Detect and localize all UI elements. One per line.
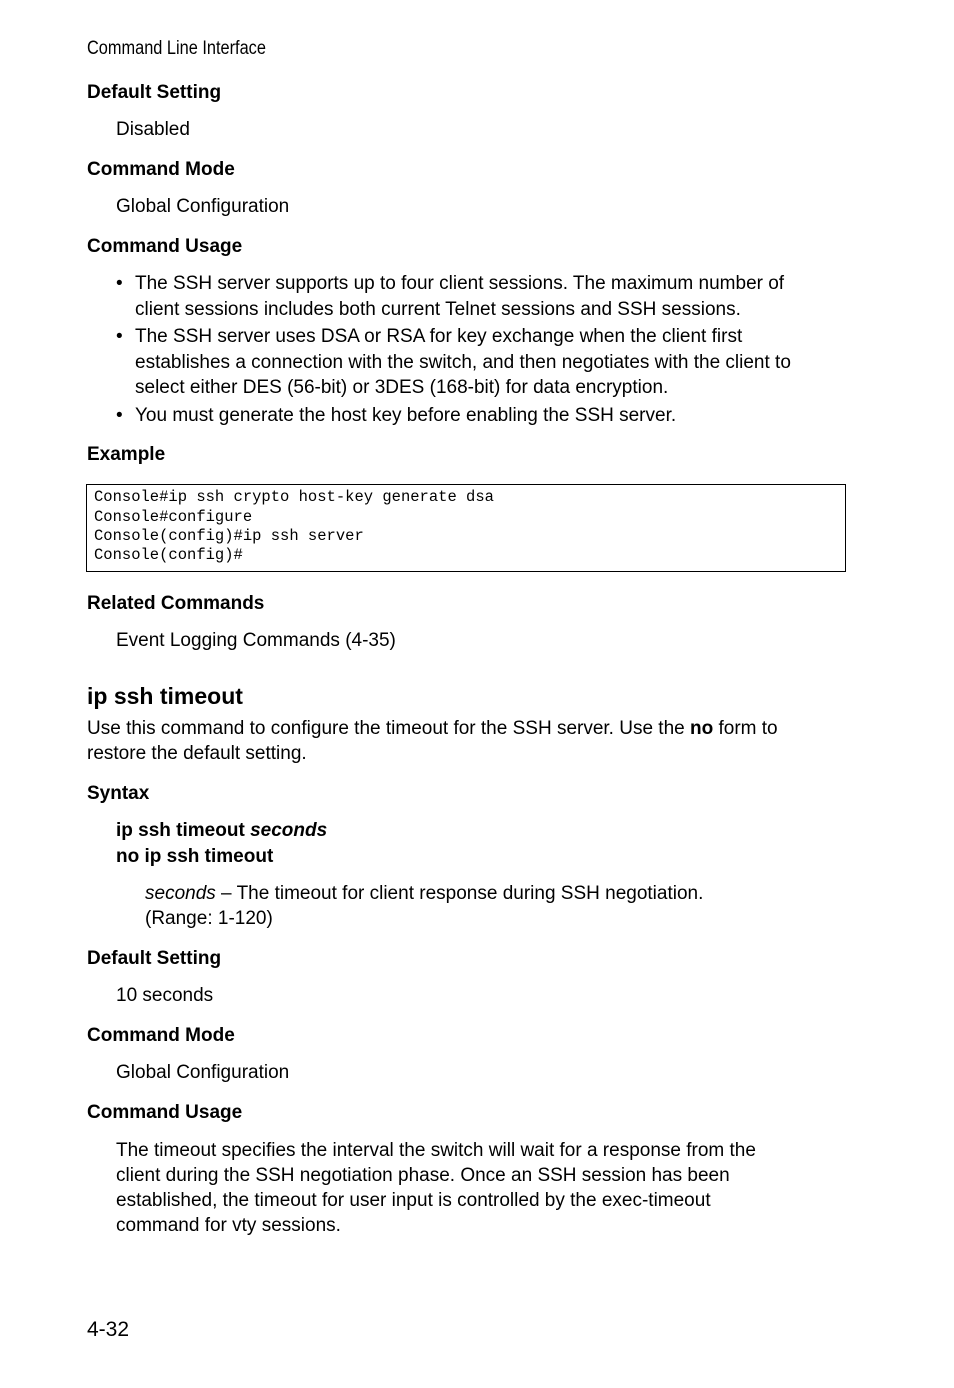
bullet-line: The SSH server supports up to four client sessions. The maximum number of <box>135 273 785 294</box>
command-usage-heading: Command Usage <box>87 1102 243 1123</box>
example-code-box <box>86 484 846 572</box>
code-line: Console(config)# <box>94 546 243 564</box>
command-mode-heading: Command Mode <box>87 1025 235 1046</box>
command-usage-heading: Command Usage <box>87 236 243 257</box>
command-title: ip ssh timeout <box>87 683 243 709</box>
syntax-line <box>116 820 327 842</box>
example-heading: Example <box>87 444 166 465</box>
syntax-command: ip ssh timeout <box>116 820 251 841</box>
bullet-marker: • <box>116 326 123 347</box>
code-line: Console(config)#ip ssh server <box>94 527 364 545</box>
code-line: Console#ip ssh crypto host-key generate dsa <box>94 488 494 506</box>
command-description-line <box>87 716 778 741</box>
no-keyword: no <box>690 718 714 739</box>
code-line: Console#configure <box>94 508 253 526</box>
running-header: Command Line Interface <box>87 38 266 59</box>
usage-paragraph-line: client during the SSH negotiation phase. Once an SSH session has been <box>116 1165 730 1186</box>
parameter-text: – The timeout for client response during SSH negotiation. <box>215 883 704 904</box>
usage-paragraph-line: command for vty sessions. <box>116 1215 341 1236</box>
parameter-name: seconds <box>145 883 216 904</box>
related-commands-value: Event Logging Commands (4-35) <box>116 630 396 651</box>
command-mode-heading: Command Mode <box>87 159 235 180</box>
related-commands-heading: Related Commands <box>87 593 265 614</box>
bullet-line: select either DES (56-bit) or 3DES (168-bit) for data encryption. <box>135 377 669 398</box>
parameter-description <box>145 881 703 906</box>
default-setting-heading: Default Setting <box>87 948 222 969</box>
syntax-parameter: seconds <box>250 820 328 841</box>
description-text: form to <box>713 718 778 739</box>
page-number: 4-32 <box>87 1318 130 1341</box>
bullet-line: establishes a connection with the switch, and then negotiates with the client to <box>135 352 791 373</box>
bullet-marker: • <box>116 273 123 294</box>
command-mode-value: Global Configuration <box>116 1062 290 1083</box>
default-setting-heading: Default Setting <box>87 82 222 103</box>
command-description-line: restore the default setting. <box>87 743 307 764</box>
bullet-marker: • <box>116 405 123 426</box>
syntax-line-no-form: no ip ssh timeout <box>116 846 274 867</box>
usage-paragraph-line: The timeout specifies the interval the switch will wait for a response from the <box>116 1140 756 1161</box>
usage-paragraph-line: established, the timeout for user input is controlled by the exec-timeout <box>116 1190 711 1211</box>
bullet-line: You must generate the host key before enabling the SSH server. <box>135 405 677 426</box>
syntax-heading: Syntax <box>87 783 150 804</box>
default-setting-value: Disabled <box>116 119 190 140</box>
parameter-range: (Range: 1-120) <box>145 908 273 929</box>
bullet-line: The SSH server uses DSA or RSA for key exchange when the client first <box>135 326 743 347</box>
command-mode-value: Global Configuration <box>116 196 290 217</box>
default-setting-value: 10 seconds <box>116 985 214 1006</box>
description-text: Use this command to configure the timeout for the SSH server. Use the <box>87 718 690 739</box>
bullet-line: client sessions includes both current Telnet sessions and SSH sessions. <box>135 299 741 320</box>
